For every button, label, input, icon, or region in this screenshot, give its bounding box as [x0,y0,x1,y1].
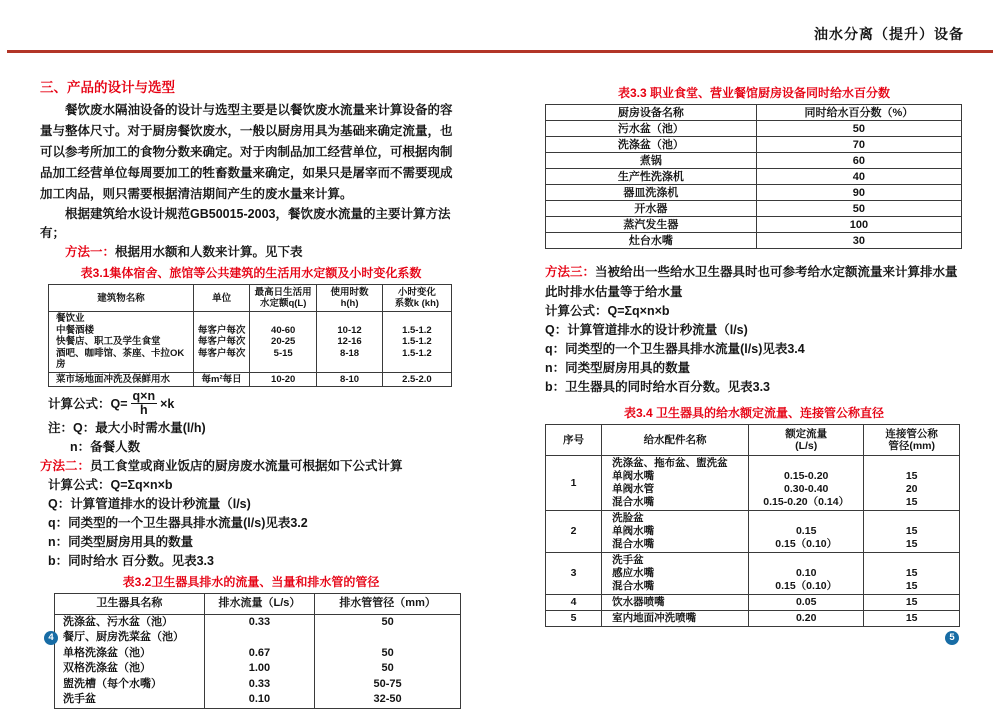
def3-n-line: n：同类型厨房用具的数量 [545,361,691,375]
table-cell: 0.33 [204,677,315,693]
fraction-denominator: h [140,403,148,417]
intro-paragraph: 餐饮废水隔油设备的设计与选型主要是以餐饮废水流量来计算设备的容量与整体尺寸。对于厨房餐饮废水，一般以厨房用具为基础来确定流量，也可以参考所加工的食物分数来确定。对于肉制品加工经营单位，可根据肉制品加工经营单位每周要加工的牲畜数量来确定，如果只是屠宰而不需要现成加工肉品，则只需要根据清洁期间产生的废水量来计算。 [40,103,453,201]
method3-line [545,262,963,302]
table-cell: 室内地面冲洗喷嘴 [602,611,749,627]
table-3-1 [48,284,452,387]
table-row [49,372,452,387]
column-header: 给水配件名称 [602,425,749,456]
table-cell: 40 [756,169,961,185]
table-cell: 15 15 [864,511,960,553]
formula3-line: 计算公式：Q=Σq×n×b [545,304,670,318]
table-cell: 1 [570,476,577,489]
table-cell: 10-20 [250,372,317,387]
column-header: 小时变化 系数k (kh) [382,285,451,312]
table-cell: 单格洗涤盆（池） [63,646,151,659]
formula1-line [48,390,462,417]
table-row [546,185,962,201]
table-cell: 洗涤盆、污水盆（池） [63,615,173,628]
table-cell: 双格洗涤盆（池） [63,662,151,674]
table-cell: 蒸汽发生器 [546,217,757,233]
table32-title: 表3.2卫生器具排水的流量、当量和排水管的管径 [122,575,380,589]
table-row [55,692,461,708]
table-row [546,511,960,553]
table-cell: 洗涤盆、拖布盆、盥洗盆 单阀水嘴 单阀水管 混合水嘴 [602,456,749,511]
column-header: 同时给水百分数（%） [756,105,961,121]
table-cell: 菜市场地面冲洗及保鲜用水 [49,372,194,387]
table-cell: 0.33 [204,614,315,630]
table-header-row [546,105,962,121]
table-3-2 [54,593,461,709]
table-cell: 15 [864,611,960,627]
column-header: 建筑物名称 [49,285,194,312]
table-3-4 [545,424,960,627]
table-cell: 开水器 [546,201,757,217]
table-cell: 污水盆（池） [546,121,757,137]
table-cell: 洗涤盆（池） [546,137,757,153]
def3-q-line: q：同类型的一个卫生器具排水流量(l/s)见表3.4 [545,342,805,356]
table-cell: 1.00 [204,661,315,677]
method2-label: 方法二： [40,459,91,473]
table-cell: 50-75 [315,677,461,693]
table-cell: 餐厅、厨房洗菜盆（池） [63,631,184,643]
method2-text: 员工食堂或商业饭店的厨房废水流量可根据如下公式计算 [90,459,403,473]
table31-title: 表3.1集体宿舍、旅馆等公共建筑的生活用水定额及小时变化系数 [80,266,422,280]
table-row [546,137,962,153]
table-row [55,630,461,646]
table-row [546,595,960,611]
table-cell: 50 [315,614,461,630]
table-cell: 10-12 12-16 8-18 [317,312,382,373]
table-cell: 50 [756,201,961,217]
table-row [55,661,461,677]
column-header: 单位 [194,285,250,312]
table-row [546,217,962,233]
method2-line [40,457,462,476]
table-cell [315,630,461,646]
column-header: 序号 [546,425,602,456]
table-cell: 32-50 [315,692,461,708]
table-cell: 2.5-2.0 [382,372,451,387]
table-cell: 灶台水嘴 [546,233,757,249]
table-cell: 生产性洗涤机 [546,169,757,185]
section-heading: 三、产品的设计与选型 [40,80,175,95]
table-cell: 煮锅 [546,153,757,169]
def2-Q-line: Q：计算管道排水的设计秒流量（l/s) [48,497,251,511]
table-cell: 餐饮业 中餐酒楼 快餐店、职工及学生食堂 酒吧、咖啡馆、茶座、卡拉OK房 [56,313,185,370]
table-cell: 50 [756,121,961,137]
table-cell: 1.5-1.2 1.5-1.2 1.5-1.2 [382,312,451,373]
table-cell: 70 [756,137,961,153]
def2-b-line: b：同时给水 百分数。见表3.3 [48,554,214,568]
column-header: 厨房设备名称 [546,105,757,121]
table34-title: 表3.4 卫生器具的给水额定流量、连接管公称直径 [623,406,885,420]
def2-n-line: n：同类型厨房用具的数量 [48,535,194,549]
table-cell: 0.15-0.20 0.30-0.40 0.15-0.20（0.14） [749,456,864,511]
fraction-numerator: q×n [132,389,156,403]
table-cell: 盥洗槽（每个水嘴） [63,677,162,690]
table-cell: 15 15 [864,553,960,595]
table-cell: 5 [546,611,602,627]
table-row [546,611,960,627]
table-row [546,153,962,169]
note-q-line: 注：Q：最大小时需水量(l/h) [48,421,206,435]
table-cell: 饮水器喷嘴 [602,595,749,611]
table-cell: 100 [756,217,961,233]
left-page-column [40,76,462,709]
table-header-row [546,425,960,456]
column-header: 使用时数 h(h) [317,285,382,312]
table-cell: 0.15 0.15（0.10） [749,511,864,553]
table-cell: 2 [546,511,602,553]
column-header: 卫生器具名称 [55,594,205,615]
header-rule [7,50,993,53]
column-header: 排水流量（L/s） [204,594,315,615]
page-number-left: 4 [44,631,58,645]
method3-text: 当被给出一些给水卫生器具时也可参考给水定额流量来计算排水量此时排水估量等于给水量 [545,265,958,299]
table-cell: 50 [315,646,461,662]
table-cell: 0.10 0.15（0.10） [749,553,864,595]
table-cell: 90 [756,185,961,201]
method1-text: 根据用水额和人数来计算。见下表 [115,245,303,259]
method3-label: 方法三： [545,265,596,279]
table-row [546,169,962,185]
table-cell: 8-10 [317,372,382,387]
page-number-right: 5 [945,631,959,645]
table33-title: 表3.3 职业食堂、营业餐馆厨房设备同时给水百分数 [617,86,891,100]
note-n-line: n：备餐人数 [70,440,141,454]
formula1-suffix: ×k [160,396,175,411]
column-header: 连接管公称 管径(mm) [864,425,960,456]
table-cell: 4 [546,595,602,611]
table-row [546,121,962,137]
table-cell [204,630,315,646]
table-cell: 每m²每日 [194,372,250,387]
right-page-column [545,82,963,627]
table-cell: 3 [546,553,602,595]
def2-q-line: q：同类型的一个卫生器具排水流量(l/s)见表3.2 [48,516,308,530]
table-cell: 器皿洗涤机 [546,185,757,201]
table-row [55,646,461,662]
table-header-row [49,285,452,312]
table-cell: 洗手盆 感应水嘴 混合水嘴 [602,553,749,595]
column-header: 最高日生活用 水定额q(L) [250,285,317,312]
table-cell: 洗脸盆 单阀水嘴 混合水嘴 [602,511,749,553]
table-row [546,553,960,595]
method1-line [40,243,462,262]
table-cell: 洗手盆 [63,693,96,705]
table-cell: 每客户每次 每客户每次 每客户每次 [194,312,250,373]
table-row [55,614,461,630]
table-cell: 15 [864,595,960,611]
column-header: 排水管管径（mm） [315,594,461,615]
table-cell: 60 [756,153,961,169]
table-cell: 40-60 20-25 5-15 [250,312,317,373]
table-row [546,233,962,249]
table-header-row [55,594,461,615]
table-cell: 0.05 [749,595,864,611]
formula2-line: 计算公式：Q=Σq×n×b [48,478,173,492]
table-cell: 50 [315,661,461,677]
method1-label: 方法一： [65,245,116,259]
running-head-title: 油水分离（提升）设备 [814,26,964,42]
code-reference-line: 根据建筑给水设计规范GB50015-2003，餐饮废水流量的主要计算方法有； [40,207,451,240]
def3-Q-line: Q：计算管道排水的设计秒流量（l/s) [545,323,748,337]
def3-b-line: b：卫生器具的同时给水百分数。见表3.3 [545,380,771,394]
table-row [49,312,452,373]
table-3-3 [545,104,962,249]
table-row [546,456,960,511]
column-header: 额定流量 (L/s) [749,425,864,456]
formula1-prefix: 计算公式：Q= [48,396,128,411]
table-row [546,201,962,217]
table-cell: 30 [756,233,961,249]
table-cell: 15 20 15 [864,456,960,511]
table-cell: 0.67 [204,646,315,662]
table-cell: 0.20 [749,611,864,627]
table-row [55,677,461,693]
table-cell: 0.10 [204,692,315,708]
formula1-fraction [131,390,158,417]
